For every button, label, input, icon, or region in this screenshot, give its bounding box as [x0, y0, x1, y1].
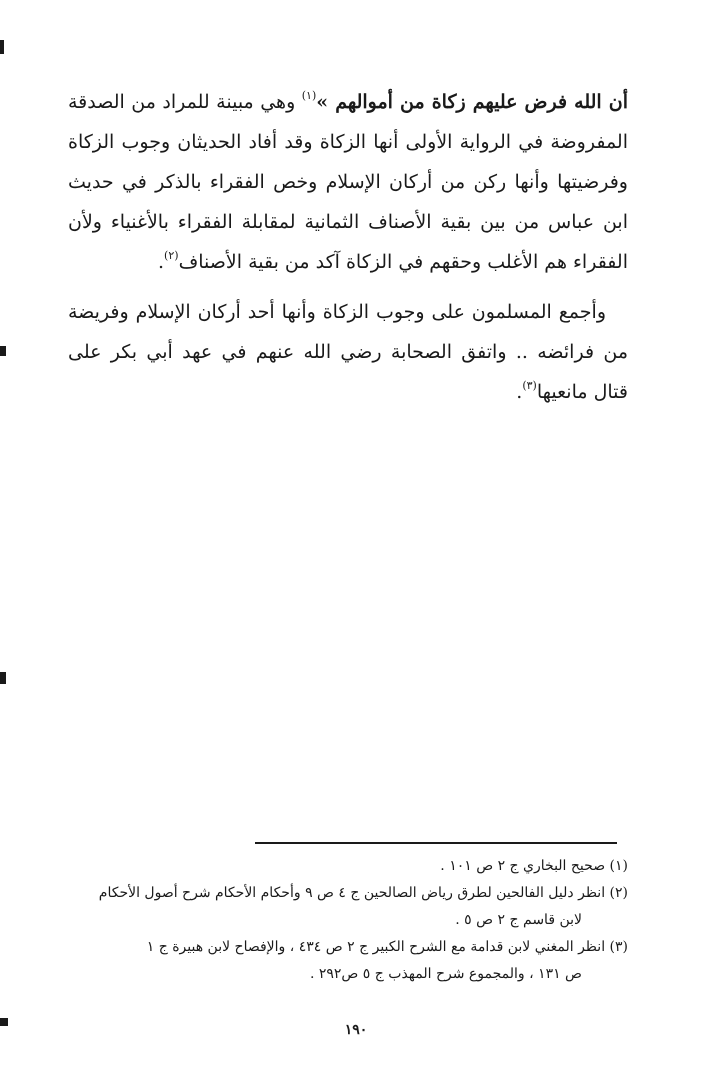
scan-edge-mark: [0, 346, 6, 356]
footnote-ref-1: (١): [301, 89, 317, 102]
footnote-2-continuation: لابن قاسم ج ٢ ص ٥ .: [455, 912, 582, 928]
page-number: ١٩٠: [344, 1022, 368, 1038]
footnote-3: (٣) انظر المغني لابن قدامة مع الشرح الكبير ج ٢ ص ٤٣٤ ، والإفصاح لابن هبيرة ج ١: [146, 939, 628, 955]
paragraph-2-text: وأجمع المسلمون على وجوب الزكاة وأنها أحد أركان الإسلام وفريضة من فرائضه .. واتفق الصحابة رضي الله عنهم في عهد أبي بكر على قتال مانعيها: [68, 301, 628, 403]
footnotes: [68, 853, 628, 988]
hadith-quote: أن الله فرض عليهم زكاة من أموالهم »: [316, 91, 628, 113]
scan-edge-mark: [0, 40, 4, 54]
footnote-ref-3: (٣): [522, 379, 537, 392]
footnote-1: (١) صحيح البخاري ج ٢ ص ١٠١ .: [440, 858, 628, 874]
footnote-separator: [255, 842, 617, 844]
paragraph-1-text: وهي مبينة للمراد من الصدقة المفروضة في الرواية الأولى أنها الزكاة وقد أفاد الحديثان وجوب الزكاة وفرضيتها وأنها ركن من أركان الإسلام وخص الفقراء بالذكر في حديث ابن عباس من بين بقية الأصناف الثمانية لمقابلة الفقراء بالأغنياء ولأن الفقراء هم الأغلب وحقهم في الزكاة آكد من بقية الأصناف: [68, 91, 628, 273]
footnote-2: (٢) انظر دليل الفالحين لطرق رياض الصالحين ج ٤ ص ٩ وأحكام الأحكام شرح أصول الأحكام: [98, 885, 628, 901]
paragraph-2-end: .: [516, 381, 523, 403]
main-text: [68, 82, 628, 412]
footnote-ref-2: (٢): [164, 249, 179, 262]
footnote-3-continuation: ص ١٣١ ، والمجموع شرح المهذب ج ٥ ص٢٩٢ .: [309, 966, 582, 982]
paragraph-1: [68, 82, 628, 282]
paragraph-2: [68, 292, 628, 412]
paragraph-1-end: .: [158, 251, 165, 273]
scan-edge-mark: [0, 672, 6, 684]
